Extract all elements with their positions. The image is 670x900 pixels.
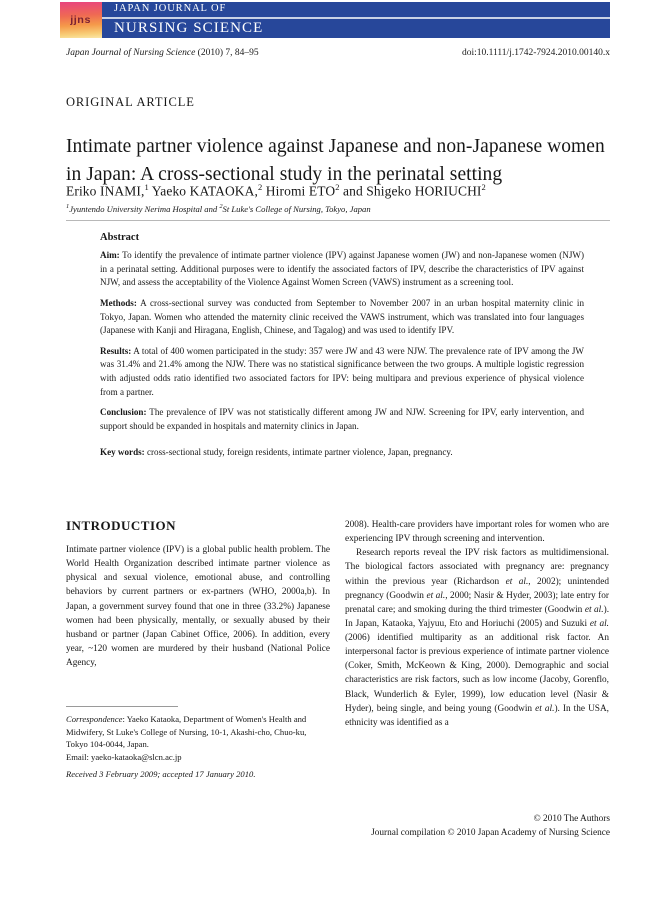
- affiliation-text-2: St Luke's College of Nursing, Tokyo, Japan: [222, 203, 371, 214]
- correspondence-line: [66, 713, 330, 751]
- page-title: Intimate partner violence against Japanese and non-Japanese women in Japan: A cross-sectional study in the perinatal setting: [66, 136, 605, 185]
- section-heading-introduction: INTRODUCTION: [66, 518, 177, 533]
- article-type-label: ORIGINAL ARTICLE: [66, 95, 195, 109]
- citation-journal-title: Japan Journal of Nursing Science: [66, 48, 196, 58]
- affiliation-marker-1: 1: [66, 203, 70, 210]
- abstract-section: [100, 232, 584, 466]
- risk-text-5: (2006) identified multiparity as an additional risk factor. An interpersonal factor is previous experience of intimate partner violence (Coker, Smith, McKeown & King, 2000). Demographic and social characteristics are risk factors, such as low income (Jacoby, Gorenflo, Black, Wunderlich & Eyler, 1999), low education level (Nasir & Hyder), being single, and being young (Goodwin: [345, 633, 609, 714]
- et-al-4: et al.: [589, 618, 610, 629]
- journal-banner-line1: JAPAN JOURNAL OF: [114, 3, 227, 14]
- author-affiliation-marker: 1: [144, 182, 149, 192]
- citation-volume-pages: (2010) 7, 84–95: [195, 48, 259, 58]
- risk-text-4: ). In Japan, Kataoka, Yajyuu, Eto and Horiuchi (2005) and Suzuki: [345, 604, 610, 629]
- doi-text: doi:10.1111/j.1742-7924.2010.00140.x: [461, 48, 610, 58]
- header-divider: [66, 220, 610, 221]
- copyright-compilation: Journal compilation © 2010 Japan Academy of Nursing Science: [371, 828, 610, 839]
- abstract-keywords: [100, 446, 584, 460]
- correspondence-note: [66, 713, 330, 781]
- journal-banner-line2: NURSING SCIENCE: [114, 20, 264, 36]
- risk-factors-paragraph: [345, 546, 609, 730]
- affiliation-line: [66, 203, 610, 214]
- citation-line: [66, 48, 610, 58]
- author-name: Yaeko KATAOKA,: [148, 183, 258, 199]
- risk-text-2: , 2002); unintended pregnancy (Goodwin: [345, 576, 609, 601]
- correspondence-details: : Yaeko Kataoka, Department of Women's Health and Midwifery, St Luke's College of Nursing, 10-1, Akashi-cho, Chuo-ku, Tokyo 104-0044, Japan.: [66, 714, 307, 750]
- body-column-left: [66, 518, 330, 670]
- author-list: [66, 182, 610, 200]
- abstract-text-results: A total of 400 women participated in the study: 357 were JW and 43 were NJW. The prevalence rate of IPV among the JW was 31.4% and 21.4% among the NJW. There was no statistical significance between the two groups. A multiple logistic regression with adjusted odds ratio identified two associated factors for IPV: being multipara and previous experience of physical violence from a partner.: [100, 345, 584, 397]
- introduction-continued-paragraph: 2008). Health-care providers have important roles for women who are experiencing IPV through screening and intervention.: [345, 520, 609, 545]
- et-al-5: et al.: [535, 703, 555, 714]
- received-accepted-dates: Received 3 February 2009; accepted 17 January 2010.: [66, 768, 256, 779]
- abstract-label-aim: Aim:: [100, 250, 120, 260]
- abstract-label-results: Results:: [100, 345, 132, 356]
- journal-logo: [60, 2, 102, 38]
- abstract-paragraph-aim: [100, 249, 584, 290]
- keywords-text: cross-sectional study, foreign residents, intimate partner violence, Japan, pregnancy.: [144, 446, 453, 457]
- abstract-text-conclusion: The prevalence of IPV was not statistically different among JW and NJW. Screening for IPV, early intervention, and support should be expanded in hospitals and maternity clinics in Japan.: [100, 407, 584, 432]
- author-affiliation-marker: 2: [481, 182, 486, 192]
- et-al-1: et al.: [505, 576, 529, 587]
- abstract-label-methods: Methods:: [100, 297, 137, 308]
- et-al-2: et al.: [426, 590, 446, 601]
- copyright-block: [371, 812, 610, 841]
- introduction-paragraph: Intimate partner violence (IPV) is a global public health problem. The World Health Organization described intimate partner violence as physical and sexual violence, emotional abuse, and controlling behaviors by current partners or ex-partners (WHO, 2000a,b). In Japan, a government survey found that one in three (33.2%) Japanese women had been physically, mentally, or sexually abused by their husband or partner (Japan Cabinet Office, 2006). In addition, every year, ~120 women are murdered by their husband (National Police Agency,: [66, 545, 330, 668]
- correspondence-label: Correspondence: [66, 714, 123, 724]
- author-name: and Shigeko HORIUCHI: [339, 183, 482, 199]
- affiliation-marker-2: 2: [219, 203, 223, 210]
- abstract-label-conclusion: Conclusion:: [100, 407, 147, 418]
- author-affiliation-marker: 2: [257, 182, 263, 192]
- abstract-paragraph-results: [100, 345, 584, 400]
- journal-masthead: [60, 2, 610, 38]
- journal-banner: [102, 2, 610, 38]
- et-al-3: et al.: [584, 604, 604, 615]
- correspondence-email[interactable]: Email: yaeko-kataoka@slcn.ac.jp: [66, 752, 182, 763]
- journal-logo-text: jjns: [70, 14, 92, 26]
- abstract-heading: Abstract: [100, 232, 140, 243]
- author-affiliation-marker: 2: [335, 182, 340, 192]
- body-column-right: [345, 518, 609, 730]
- footnote-divider: [66, 706, 178, 707]
- citation-reference: [66, 48, 259, 58]
- abstract-text-aim: To identify the prevalence of intimate partner violence (IPV) against Japanese women (JW) and non-Japanese women (NJW) in a perinatal setting. Additional purposes were to identify the associated factors of IPV, describe the characteristics of IPV against NJW, and assess the acceptability of the Violence Against Women Screen (VAWS) instrument as a screening tool.: [100, 250, 584, 288]
- keywords-label: Key words:: [100, 446, 145, 457]
- abstract-paragraph-methods: [100, 297, 584, 338]
- copyright-authors: © 2010 The Authors: [533, 814, 610, 824]
- risk-text-6: ). In the USA, ethnicity was identified as a: [345, 703, 609, 728]
- affiliation-text-1: Jyuntendo University Nerima Hospital and: [69, 203, 220, 214]
- abstract-text-methods: A cross-sectional survey was conducted from September to November 2007 in an urban hospital maternity clinic in Tokyo, Japan. Women who attended the maternity clinic received the VAWS instrument, which was translated into four languages (Japanese with Kanji and Hiragana, English, Chinese, and Tagalog) and was used to identify IPV.: [100, 297, 584, 336]
- banner-divider: [102, 17, 610, 19]
- author-name: Hiromi ETO: [262, 183, 336, 199]
- risk-text-3: , 2000; Nasir & Hyder, 2003); late entry for prenatal care; and smoking during the third trimester (Goodwin: [345, 590, 609, 615]
- author-name: Eriko INAMI,: [66, 183, 145, 199]
- abstract-paragraph-conclusion: [100, 406, 584, 433]
- risk-text-1: Research reports reveal the IPV risk factors as multidimensional. The biological factors associated with pregnancy are: pregnancy within the previous year (Richardson: [345, 548, 609, 587]
